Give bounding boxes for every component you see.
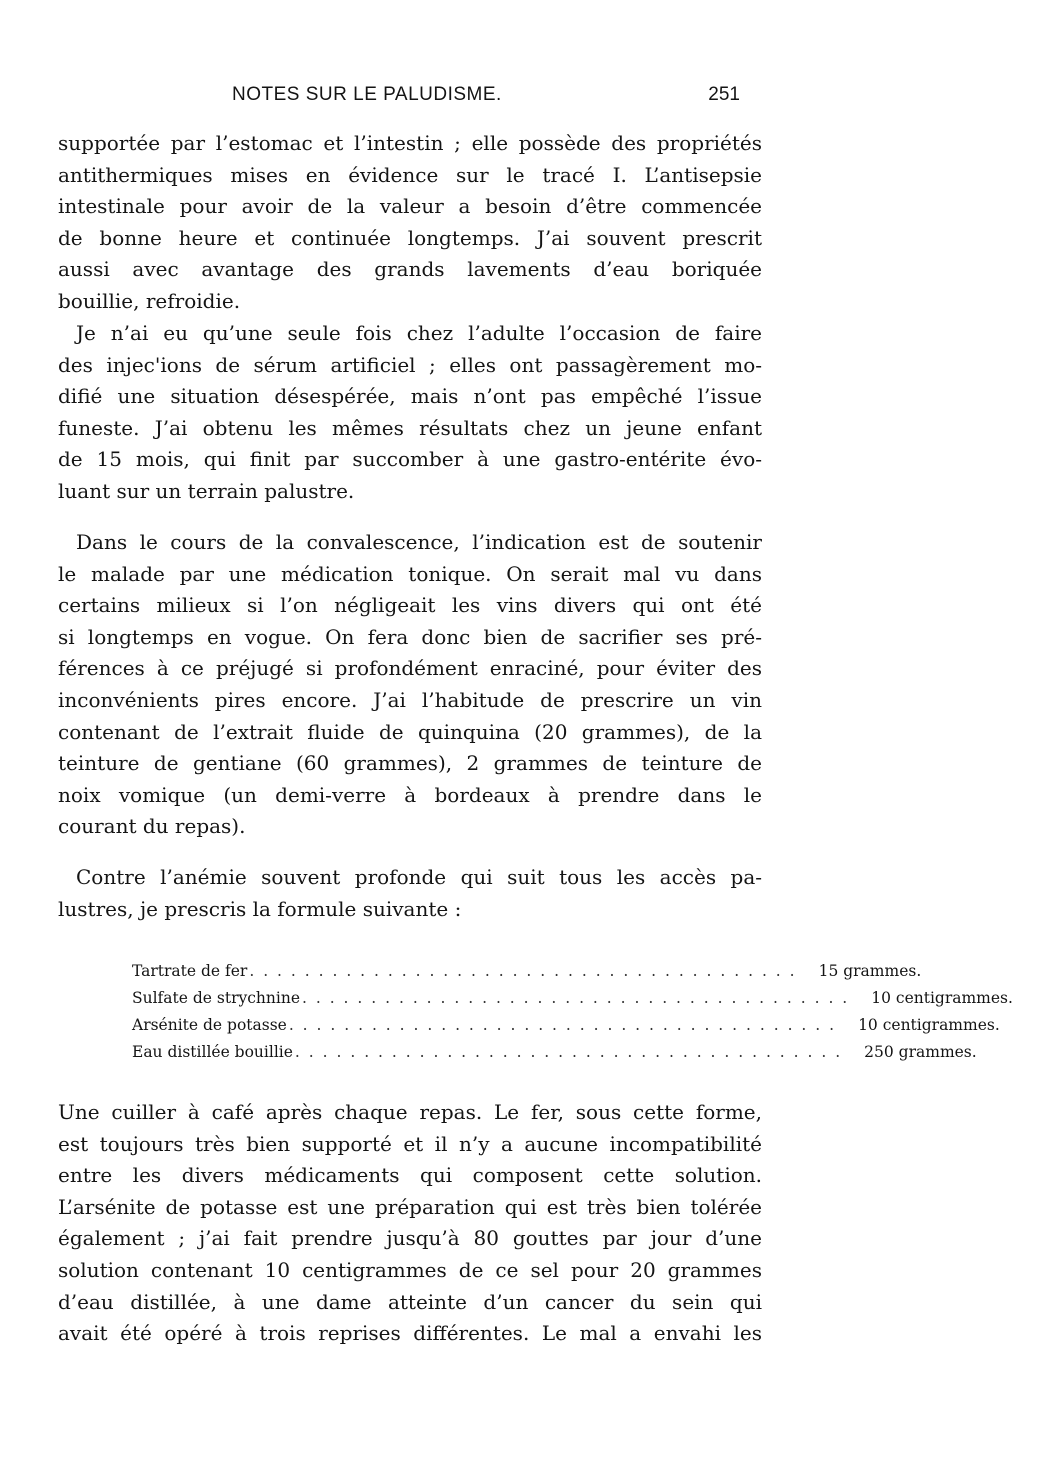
text-line: contenant de l’extrait fluide de quinquina (20 grammes), de la <box>58 719 762 744</box>
text-line: Dans le cours de la convalescence, l’indication est de soutenir <box>76 530 762 554</box>
text-line: lustres, je prescris la formule suivante : <box>58 896 462 921</box>
text-line: funeste. J’ai obtenu les mêmes résultats chez un jeune enfant <box>58 415 762 440</box>
text-line: antithermiques mises en évidence sur le tracé I. L’antisepsie <box>58 162 762 187</box>
text-line: L’arsénite de potasse est une préparation qui est très bien tolérée <box>58 1194 762 1219</box>
text-line: férences à ce préjugé si profondément enraciné, pour éviter des <box>58 656 762 681</box>
ingredient-name: Tartrate de fer <box>132 962 248 980</box>
text-line: certains milieux si l’on négligeait les vins divers qui ont été <box>58 593 762 618</box>
text-line: de 15 mois, qui finit par succomber à une gastro-entérite évo- <box>58 447 762 472</box>
text-line: Je n’ai eu qu’une seule fois chez l’adulte l’occasion de faire <box>76 321 762 345</box>
ingredient-quantity: 10 centigrammes. <box>858 1016 1000 1034</box>
formula-row <box>132 1039 977 1066</box>
ingredient-name: Sulfate de strychnine <box>132 989 300 1007</box>
formula-row <box>132 1012 1000 1039</box>
ingredient-quantity: 250 grammes. <box>864 1043 977 1061</box>
ingredient-name: Arsénite de potasse <box>132 1016 287 1034</box>
text-line: de bonne heure et continuée longtemps. J’ai souvent prescrit <box>58 225 762 250</box>
ingredient-quantity: 15 grammes. <box>818 962 922 980</box>
text-line: difié une situation désespérée, mais n’ont pas empêché l’issue <box>58 384 762 409</box>
paragraph-3 <box>58 527 762 843</box>
text-line: intestinale pour avoir de la valeur a besoin d’être commencée <box>58 194 762 219</box>
text-line: est toujours très bien supporté et il n’y a aucune incompatibilité <box>58 1131 762 1156</box>
running-title: NOTES SUR LE PALUDISME. <box>232 84 502 105</box>
paragraph-4 <box>58 862 762 925</box>
text-line: bouillie, refroidie. <box>58 288 241 313</box>
text-line: luant sur un terrain palustre. <box>58 478 355 503</box>
page-number: 251 <box>708 84 740 105</box>
ingredient-name: Eau distillée bouillie <box>132 1043 293 1061</box>
text-line: aussi avec avantage des grands lavements d’eau boriquée <box>58 257 762 282</box>
leader-dots: . . . . . . . . . . . . . . . . . . . . . . . . . . . . . . . . . . . . . . . . <box>288 1016 837 1034</box>
text-line: solution contenant 10 centigrammes de ce sel pour 20 grammes <box>58 1257 762 1282</box>
leader-dots: . . . . . . . . . . . . . . . . . . . . . . . . . . . . . . . . . . . . . . . . <box>294 1043 843 1061</box>
text-line: noix vomique (un demi-verre à bordeaux à prendre dans le <box>58 782 762 807</box>
text-line: des injec'ions de sérum artificiel ; elles ont passagèrement mo- <box>58 352 762 377</box>
text-line: avait été opéré à trois reprises différentes. Le mal a envahi les <box>58 1321 762 1346</box>
text-line: teinture de gentiane (60 grammes), 2 grammes de teinture de <box>58 751 762 776</box>
formula-row <box>132 958 922 985</box>
text-line: entre les divers médicaments qui composent cette solution. <box>58 1163 762 1188</box>
text-line: si longtemps en vogue. On fera donc bien de sacrifier ses pré- <box>58 624 762 649</box>
page-header <box>60 84 740 114</box>
paragraph-5 <box>58 1097 762 1350</box>
text-line: courant du repas). <box>58 814 246 839</box>
text-line: supportée par l’estomac et l’intestin ; elle possède des propriétés <box>58 131 762 155</box>
paragraph-1 <box>58 128 762 318</box>
formula-row <box>132 985 1013 1012</box>
paragraph-2 <box>58 318 762 508</box>
leader-dots: . . . . . . . . . . . . . . . . . . . . . . . . . . . . . . . . . . . . . . . . <box>249 962 797 980</box>
leader-dots: . . . . . . . . . . . . . . . . . . . . . . . . . . . . . . . . . . . . . . . . <box>302 989 850 1007</box>
prescription-formula <box>132 958 1013 1066</box>
text-line: le malade par une médication tonique. On serait mal vu dans <box>58 561 762 586</box>
text-line: Une cuiller à café après chaque repas. Le fer, sous cette forme, <box>58 1100 762 1124</box>
text-line: d’eau distillée, à une dame atteinte d’un cancer du sein qui <box>58 1289 762 1314</box>
text-line: inconvénients pires encore. J’ai l’habitude de prescrire un vin <box>58 687 762 712</box>
text-line: également ; j’ai fait prendre jusqu’à 80 gouttes par jour d’une <box>58 1226 762 1251</box>
text-line: Contre l’anémie souvent profonde qui suit tous les accès pa- <box>76 865 762 889</box>
ingredient-quantity: 10 centigrammes. <box>871 989 1013 1007</box>
